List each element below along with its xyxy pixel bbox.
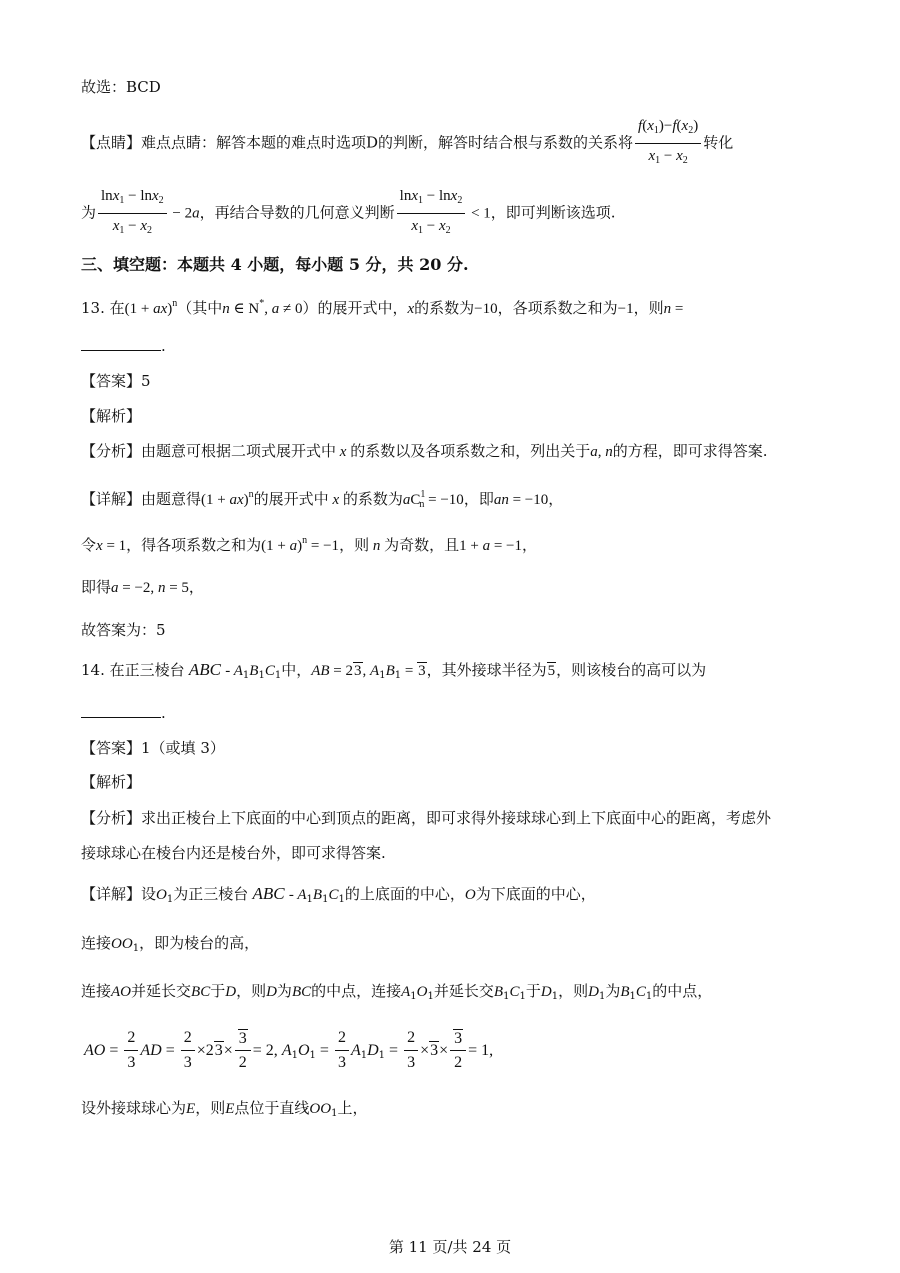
dianjing-text-5: ，即可判断该选项. — [490, 203, 616, 222]
q13-xiangjie-1: 【详解】由题意得(1 + ax)$^n$的展开式中 x 的系数为$aC^1_n = -10$，即an = −10， — [81, 489, 564, 510]
answer-blank — [81, 703, 161, 718]
answer-blank — [81, 336, 161, 351]
q13-num: 13. 在 — [81, 299, 125, 317]
answer-value: 1（或填 3） — [141, 739, 225, 757]
q14-num: 14. 在正三棱台 — [81, 661, 185, 679]
fraction-ln-2: $\frac{\ln x_1 - \ln x_2}{x_1 - x_2}$ — [397, 186, 466, 241]
fenxi-tag: 【分析】 — [81, 442, 142, 460]
q13-jiexi: 【解析】 — [81, 407, 142, 425]
answer-tag: 【答案】 — [81, 739, 142, 757]
q13-t4: ，各项系数之和为 — [497, 299, 618, 317]
q13-xiangjie-3: 即得a = −2, n = 5， — [81, 578, 204, 596]
dianjing-tag: 【点睛】 — [81, 133, 142, 152]
q13-stem: 13. 在(1 + ax)$^n$（其中n ∈ N*, a ≠ 0）的展开式中，x的系数为−10，各项系数之和为−1，则n = — [81, 298, 684, 317]
answer-tag: 【答案】 — [81, 372, 142, 390]
q13-t2: ）的展开式中， — [302, 299, 408, 317]
dianjing-text: 难点点睛：解答本题的难点时选项D的判断，解答时结合根与系数的关系将 — [141, 133, 634, 152]
dianjing-text-4: ，再结合导数的几何意义判断 — [199, 203, 395, 222]
fraction-f: $\frac{f(x_1)-f(x_2)}{x_1 - x_2}$ — [635, 116, 701, 171]
q13-blank-line: . — [81, 336, 166, 356]
page-footer: 第 11 页/共 24 页 — [388, 1238, 512, 1256]
conclusion-line: 故选：BCD — [81, 78, 161, 96]
q14-stem: 14. 在正三棱台 ABC - $A_1B_1C_1$中，AB = 23, $A_1B_1 = 3$，其外接球半径为5，则该棱台的高可以为 — [81, 660, 707, 681]
dianjing-line-1 — [81, 116, 733, 166]
q13-fenxi: 【分析】由题意可根据二项式展开式中 x 的系数以及各项系数之和，列出关于a, n的方程，即可求得答案. — [81, 442, 768, 460]
q14-xiangjie-2: 连接$OO_1$，即为棱台的高， — [81, 934, 260, 954]
q14-jiexi: 【解析】 — [81, 773, 142, 791]
section-title: 三、填空题：本题共 4 小题，每小题 5 分，共 20 分. — [81, 255, 469, 274]
q14-fenxi-1: 【分析】求出正棱台上下底面的中心到顶点的距离，即可求得外接球球心到上下底面中心的距离，考虑外 — [81, 809, 772, 827]
q14-equation: AO = $\frac{2}{3}$ AD = $\frac{2}{3}$ ×23× $\frac{3}{2}$ = 2, $A_1O_1$ = $\frac{2}{3}$ $A_1D_1$ = $\frac{2}{3}$ ×3× $\frac{3}{2}$ = 1, — [84, 1029, 494, 1071]
fraction-ln-1: $\frac{\ln x_1 - \ln x_2}{x_1 - x_2}$ — [98, 186, 167, 241]
q14-xiangjie-3: 连接AO并延长交BC于D，则D为BC的中点，连接$A_1O_1$并延长交$B_1C_1$于$D_1$，则$D_1$为$B_1C_1$的中点， — [81, 982, 713, 1002]
xiangjie-tag: 【详解】 — [81, 885, 142, 903]
dianjing-line-2: 为 $\frac{\ln x_1 - \ln x_2}{x_1 - x_2}$ − 2a，再结合导数的几何意义判断 $\frac{\ln x_1 - \ln x_2}{x_1 - x_2}$ < 1，即可判断该选项. — [81, 186, 616, 236]
dianjing-text-3: 为 — [81, 203, 97, 222]
answer-value: 5 — [141, 372, 151, 390]
q14-xiangjie-1: 【详解】设$O_1$为正三棱台 ABC - $A_1B_1C_1$的上底面的中心，O为下底面的中心， — [81, 884, 596, 905]
q14-blank-line: . — [81, 703, 166, 723]
q13-xiangjie-2: 令x = 1，得各项系数之和为$(1 + a)^n = -1$，则 n 为奇数，且1 + a = −1， — [81, 535, 537, 554]
q14-fenxi-2: 接球球心在棱台内还是棱台外，即可求得答案. — [81, 844, 386, 862]
q13-t3: 的系数为 — [414, 299, 475, 317]
xiangjie-tag: 【详解】 — [81, 490, 142, 508]
fenxi-tag: 【分析】 — [81, 809, 142, 827]
q13-final: 故答案为：5 — [81, 621, 166, 639]
q13-t1: （其中 — [177, 299, 223, 317]
q13-t5: ，则 — [633, 299, 664, 317]
q13-answer — [81, 371, 151, 391]
dianjing-text-2: 转化 — [703, 133, 734, 152]
q14-answer — [81, 738, 225, 758]
q14-xiangjie-5: 设外接球球心为E，则E点位于直线$OO_1$上， — [81, 1099, 368, 1119]
